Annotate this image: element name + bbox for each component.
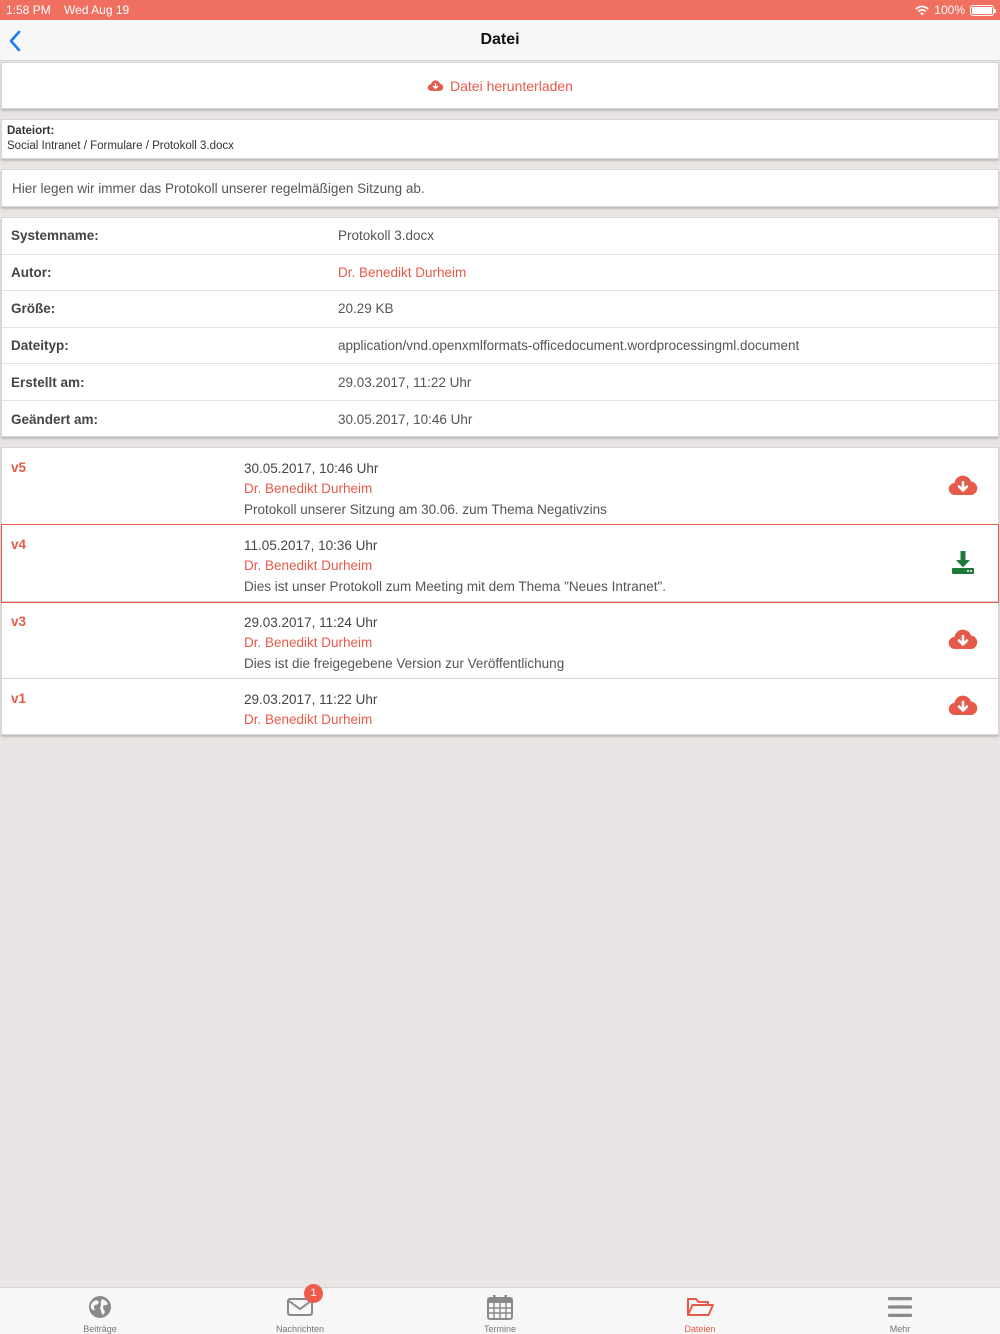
property-row-filetype <box>2 328 998 365</box>
property-row-modified <box>2 401 998 438</box>
property-row-author <box>2 255 998 292</box>
download-file-label: Datei herunterladen <box>450 77 573 94</box>
status-date: Wed Aug 19 <box>64 3 130 17</box>
file-location-path: Social Intranet / Formulare / Protokoll 3.docx <box>7 140 234 152</box>
notification-badge: 1 <box>304 1284 323 1303</box>
version-row-v1[interactable] <box>2 679 998 735</box>
version-date: 29.03.2017, 11:22 Uhr <box>244 692 378 707</box>
version-row-v4[interactable] <box>2 525 998 602</box>
version-comment: Dies ist die freigegebene Version zur Veröffentlichung <box>244 656 565 671</box>
version-label: v5 <box>11 460 27 475</box>
tab-dateien[interactable] <box>600 1288 800 1334</box>
cloud-download-icon[interactable] <box>948 626 978 652</box>
property-row-systemname <box>2 218 998 255</box>
property-key: Autor: <box>11 264 52 280</box>
version-date: 29.03.2017, 11:24 Uhr <box>244 615 378 630</box>
cloud-download-icon <box>427 79 444 92</box>
version-label: v4 <box>11 537 27 552</box>
battery-percent: 100% <box>934 3 965 17</box>
navigation-bar <box>0 20 1000 61</box>
tab-label: Mehr <box>889 1324 911 1334</box>
property-row-size <box>2 291 998 328</box>
property-key: Größe: <box>11 301 56 317</box>
property-value: application/vnd.openxmlformats-officedocument.wordprocessingml.document <box>338 338 800 354</box>
property-key: Erstellt am: <box>11 374 85 390</box>
tab-label: Nachrichten <box>275 1324 325 1334</box>
version-comment: Dies ist unser Protokoll zum Meeting mit dem Thema "Neues Intranet". <box>244 579 667 594</box>
version-comment: Protokoll unserer Sitzung am 30.06. zum Thema Negativzins <box>244 502 607 517</box>
battery-icon <box>970 5 994 16</box>
status-bar <box>0 0 1000 20</box>
version-author-link[interactable]: Dr. Benedikt Durheim <box>244 480 373 496</box>
file-description: Hier legen wir immer das Protokoll unserer regelmäßigen Sitzung ab. <box>1 169 999 207</box>
property-key: Dateityp: <box>11 338 69 354</box>
cloud-download-icon[interactable] <box>948 472 978 498</box>
property-key: Geändert am: <box>11 411 99 427</box>
tab-termine[interactable] <box>400 1288 600 1334</box>
property-key: Systemname: <box>11 228 99 244</box>
globe-icon <box>86 1294 114 1320</box>
version-label: v1 <box>11 691 27 706</box>
tab-mehr[interactable] <box>800 1288 1000 1334</box>
property-value: 20.29 KB <box>338 301 394 317</box>
menu-icon <box>886 1294 914 1320</box>
version-label: v3 <box>11 614 27 629</box>
folder-open-icon <box>686 1294 714 1320</box>
version-list <box>1 447 999 735</box>
file-properties <box>1 217 999 437</box>
tab-label: Termine <box>483 1324 516 1334</box>
version-author-link[interactable]: Dr. Benedikt Durheim <box>244 711 373 727</box>
tab-nachrichten[interactable] <box>200 1288 400 1334</box>
version-row-v3[interactable] <box>2 602 998 679</box>
cloud-download-icon[interactable] <box>948 692 978 718</box>
download-file-button[interactable] <box>1 62 999 109</box>
file-location <box>1 119 999 159</box>
version-row-v5[interactable] <box>2 448 998 525</box>
version-author-link[interactable]: Dr. Benedikt Durheim <box>244 557 373 573</box>
author-link[interactable]: Dr. Benedikt Durheim <box>338 264 467 280</box>
tab-label: Dateien <box>684 1324 716 1334</box>
property-value: 30.05.2017, 10:46 Uhr <box>338 411 473 427</box>
page-title: Datei <box>480 31 520 48</box>
property-row-created <box>2 364 998 401</box>
property-value: Protokoll 3.docx <box>338 228 435 244</box>
version-date: 30.05.2017, 10:46 Uhr <box>244 461 379 476</box>
tab-bar <box>0 1287 1000 1334</box>
calendar-icon <box>486 1294 514 1320</box>
wifi-icon <box>915 5 929 16</box>
tray-download-icon[interactable] <box>948 549 978 575</box>
property-value: 29.03.2017, 11:22 Uhr <box>338 374 472 390</box>
tab-label: Beiträge <box>83 1324 117 1334</box>
file-location-label: Dateiort: <box>7 125 55 137</box>
tab-beitraege[interactable] <box>0 1288 200 1334</box>
status-time: 1:58 PM <box>6 3 51 17</box>
version-date: 11.05.2017, 10:36 Uhr <box>244 538 378 553</box>
version-author-link[interactable]: Dr. Benedikt Durheim <box>244 634 373 650</box>
